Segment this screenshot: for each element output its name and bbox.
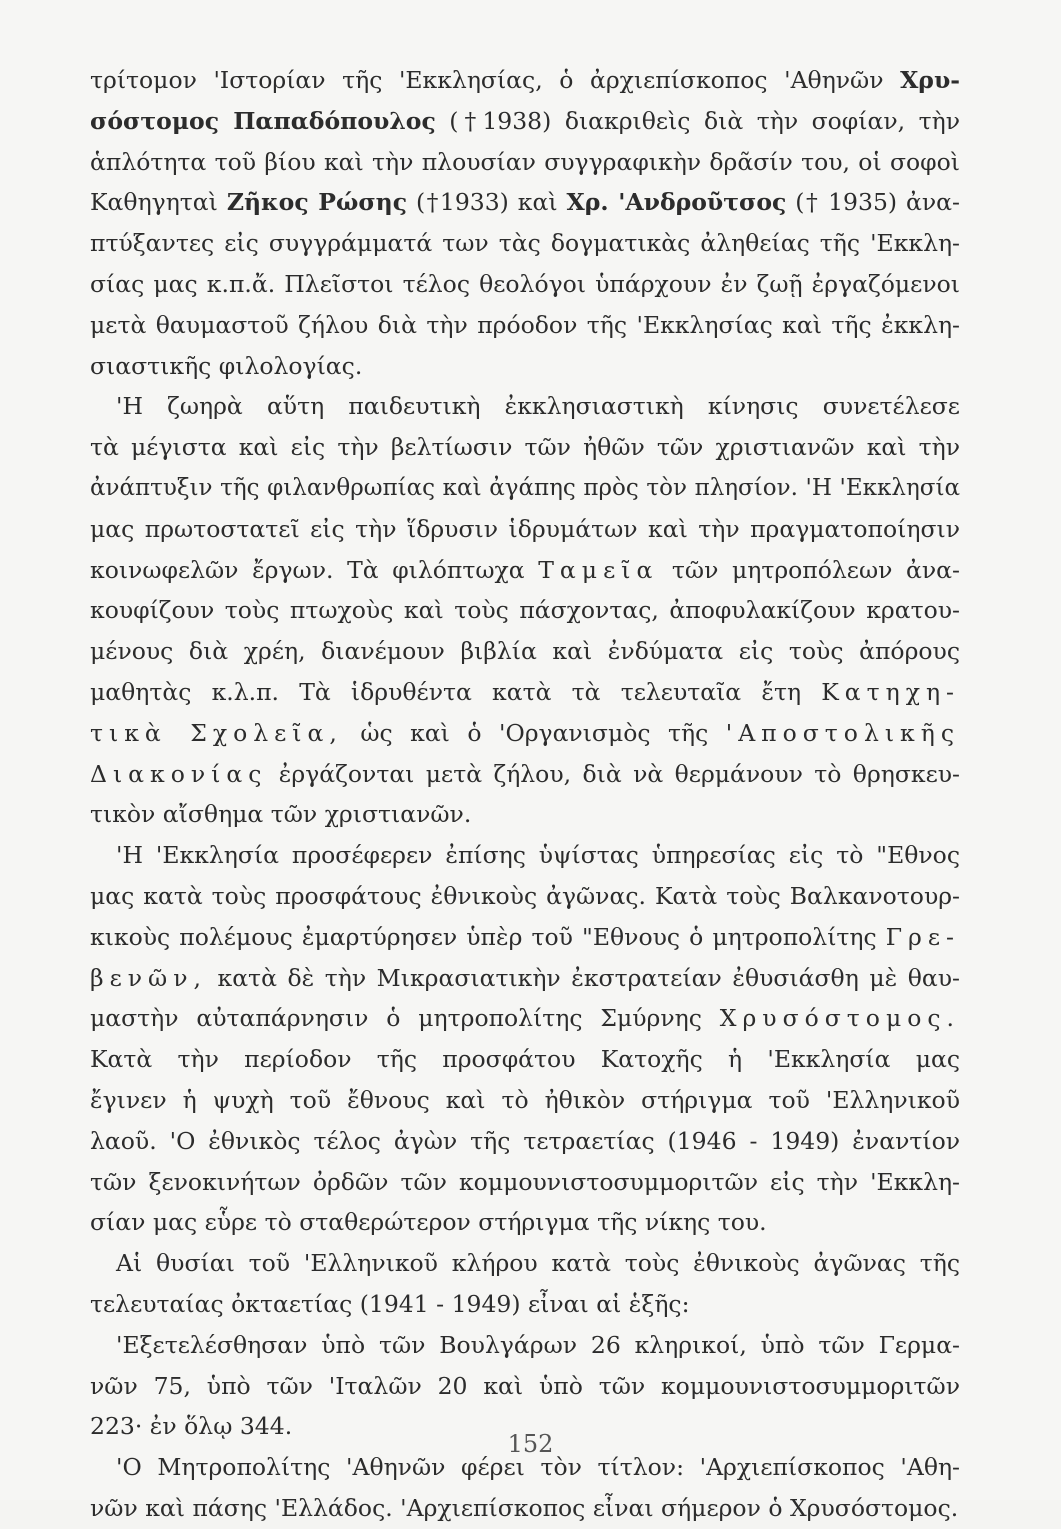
text-line [90, 101, 960, 142]
text-line [90, 264, 960, 305]
text-run: τὰ μέγιστα καὶ εἰς τὴν βελτίωσιν τῶν ἠθῶν τῶν χριστιανῶν καὶ τὴν [90, 433, 960, 462]
text-run: τῶν ξενοκινήτων ὀρδῶν τῶν κομμουνιστοσυμμοριτῶν εἰς τὴν 'Εκκλη- [90, 1167, 960, 1196]
text-run: ἀνάπτυξιν τῆς φιλανθρωπίας καὶ ἀγάπης πρὸς τὸν πλησίον. 'Η 'Εκκλησία [90, 474, 960, 501]
text-line [90, 1080, 960, 1121]
text-line [90, 1366, 960, 1407]
spaced-emphasis-text: Ταμεῖα [538, 555, 659, 584]
text-line [90, 1202, 960, 1243]
text-run: νῶν καὶ πάσης 'Ελλάδος. 'Αρχιεπίσκοπος εἶναι σήμερον ὁ Χρυσόστομος. [90, 1493, 959, 1522]
text-run: τικὸν αἴσθημα τῶν χριστιανῶν. [90, 800, 472, 829]
text-run: μαστὴν αὐταπάρνησιν ὁ μητροπολίτης Σμύρνης [90, 1004, 720, 1033]
text-run: κοινωφελῶν ἔργων. Τὰ φιλόπτωχα [90, 555, 539, 584]
text-line [90, 509, 960, 550]
text-run: μένους διὰ χρέη, διανέμουν βιβλία καὶ ἐνδύματα εἰς τοὺς ἀπόρους [90, 637, 960, 666]
text-run: 'Ο Μητροπολίτης 'Αθηνῶν φέρει τὸν τίτλον: 'Αρχιεπίσκοπος 'Αθη- [116, 1453, 960, 1482]
text-line [90, 958, 960, 999]
text-line [90, 1243, 960, 1284]
text-line [90, 794, 960, 835]
text-line [90, 60, 960, 101]
text-run: μας κατὰ τοὺς προσφάτους ἐθνικοὺς ἀγῶνας. Κατὰ τοὺς Βαλκανοτουρ- [90, 881, 960, 910]
text-line [90, 672, 960, 713]
text-line [90, 590, 960, 631]
text-line [90, 631, 960, 672]
text-run: τρίτομον 'Ιστορίαν τῆς 'Εκκλησίας, ὁ ἀρχιεπίσκοπος 'Αθηνῶν [90, 66, 901, 94]
spaced-emphasis-text: Χρυσόστομος. [719, 1004, 960, 1033]
text-run: λαοῦ. 'Ο ἐθνικὸς τέλος ἀγὼν τῆς τετραετίας (1946 - 1949) ἐναντίον [90, 1126, 960, 1155]
text-run: 'Η 'Εκκλησία προσέφερεν ἐπίσης ὑψίστας ὑπηρεσίας εἰς τὸ "Εθνος [116, 841, 960, 870]
text-run: Κατὰ τὴν περίοδον τῆς προσφάτου Κατοχῆς ἡ 'Εκκλησία μας [90, 1045, 960, 1074]
text-line [90, 346, 960, 387]
text-run: σίας μας κ.π.ἄ. Πλεῖστοι τέλος θεολόγοι ὑπάρχουν ἐν ζωῇ ἐργαζόμενοι [90, 269, 960, 298]
text-run: (†1938) διακριθεὶς διὰ τὴν σοφίαν, τὴν [435, 106, 960, 135]
spaced-emphasis-text: τικὰ Σχολεῖα, [90, 718, 343, 747]
spaced-emphasis-text: Διακονίας [90, 759, 268, 788]
text-line [90, 305, 960, 346]
text-line [90, 1162, 960, 1203]
text-line [90, 998, 960, 1039]
text-run: τελευταίας ὀκταετίας (1941 - 1949) εἶναι αἱ ἑξῆς: [90, 1289, 690, 1318]
text-line [90, 1121, 960, 1162]
text-line [90, 142, 960, 183]
text-run: 'Η ζωηρὰ αὕτη παιδευτικὴ ἐκκλησιαστικὴ κίνησις συνετέλεσε [116, 392, 960, 421]
bold-text: Χρυ- [900, 66, 960, 94]
text-line [90, 1488, 960, 1529]
text-run: τῶν μητροπόλεων ἀνα- [658, 555, 960, 584]
text-run: (†1933) καὶ [407, 188, 567, 217]
text-run: μαθητὰς κ.λ.π. Τὰ ἱδρυθέντα κατὰ τὰ τελευταῖα ἔτη [90, 677, 822, 706]
text-line [90, 713, 960, 754]
text-run: σιαστικῆς φιλολογίας. [90, 351, 363, 380]
text-line [90, 1284, 960, 1325]
body-text [90, 60, 960, 1529]
text-run: Αἱ θυσίαι τοῦ 'Ελληνικοῦ κλήρου κατὰ τοὺς ἐθνικοὺς ἀγῶνας τῆς [116, 1249, 960, 1278]
text-run: μετὰ θαυμαστοῦ ζήλου διὰ τὴν πρόοδον τῆς 'Εκκλησίας καὶ τῆς ἐκκλη- [90, 310, 960, 339]
bold-text: σόστομος Παπαδόπουλος [90, 106, 436, 135]
page-number: 152 [507, 1430, 554, 1458]
text-line [90, 468, 960, 509]
text-run: μας πρωτοστατεῖ εἰς τὴν ἵδρυσιν ἱδρυμάτων καὶ τὴν πραγματοποίησιν [90, 514, 960, 543]
text-line [90, 427, 960, 468]
text-line [90, 1325, 960, 1366]
text-run: ἔγινεν ἡ ψυχὴ τοῦ ἔθνους καὶ τὸ ἠθικὸν στήριγμα τοῦ 'Ελληνικοῦ [90, 1085, 960, 1114]
text-run: ὡς καὶ ὁ 'Οργανισμὸς τῆς [342, 718, 726, 747]
text-run: 223· ἐν ὅλῳ 344. [90, 1412, 293, 1441]
text-run: († 1935) ἀνα- [786, 188, 960, 217]
text-run: κατὰ δὲ τὴν Μικρασιατικὴν ἐκστρατείαν ἐθυσιάσθη μὲ θαυ- [206, 963, 960, 992]
text-run: κικοὺς πολέμους ἐμαρτύρησεν ὑπὲρ τοῦ "Εθνους ὁ μητροπολίτης [90, 922, 886, 951]
text-line [90, 917, 960, 958]
text-run: Καθηγηταὶ [90, 188, 227, 217]
text-run: πτύξαντες εἰς συγγράμματά των τὰς δογματικὰς ἀληθείας τῆς 'Εκκλη- [90, 229, 960, 258]
spaced-emphasis-text: Κατηχη- [821, 677, 960, 706]
text-line [90, 835, 960, 876]
text-line [90, 876, 960, 917]
bold-text: Χρ. 'Ανδροῦτσος [566, 188, 787, 217]
text-run: κουφίζουν τοὺς πτωχοὺς καὶ τοὺς πάσχοντας, ἀποφυλακίζουν κρατου- [90, 596, 960, 625]
text-line [90, 182, 960, 223]
text-line [90, 386, 960, 427]
text-line [90, 223, 960, 264]
text-run: ἁπλότητα τοῦ βίου καὶ τὴν πλουσίαν συγγραφικὴν δρᾶσίν του, οἱ σοφοὶ [90, 147, 960, 176]
spaced-emphasis-text: βενῶν, [90, 963, 207, 992]
text-run: 'Εξετελέσθησαν ὑπὸ τῶν Βουλγάρων 26 κληρικοί, ὑπὸ τῶν Γερμα- [116, 1330, 960, 1359]
text-line [90, 754, 960, 795]
text-run: ἐργάζονται μετὰ ζήλου, διὰ νὰ θερμάνουν τὸ θρησκευ- [267, 759, 960, 788]
text-line [90, 550, 960, 591]
spaced-emphasis-text: 'Αποστολικῆς [725, 718, 960, 747]
text-line [90, 1039, 960, 1080]
text-run: νῶν 75, ὑπὸ τῶν 'Ιταλῶν 20 καὶ ὑπὸ τῶν κομμουνιστοσυμμοριτῶν [90, 1371, 960, 1400]
text-run: σίαν μας εὗρε τὸ σταθερώτερον στήριγμα τῆς νίκης του. [90, 1208, 767, 1237]
bold-text: Ζῆκος Ρώσης [226, 188, 408, 217]
spaced-emphasis-text: Γρε- [885, 922, 960, 951]
